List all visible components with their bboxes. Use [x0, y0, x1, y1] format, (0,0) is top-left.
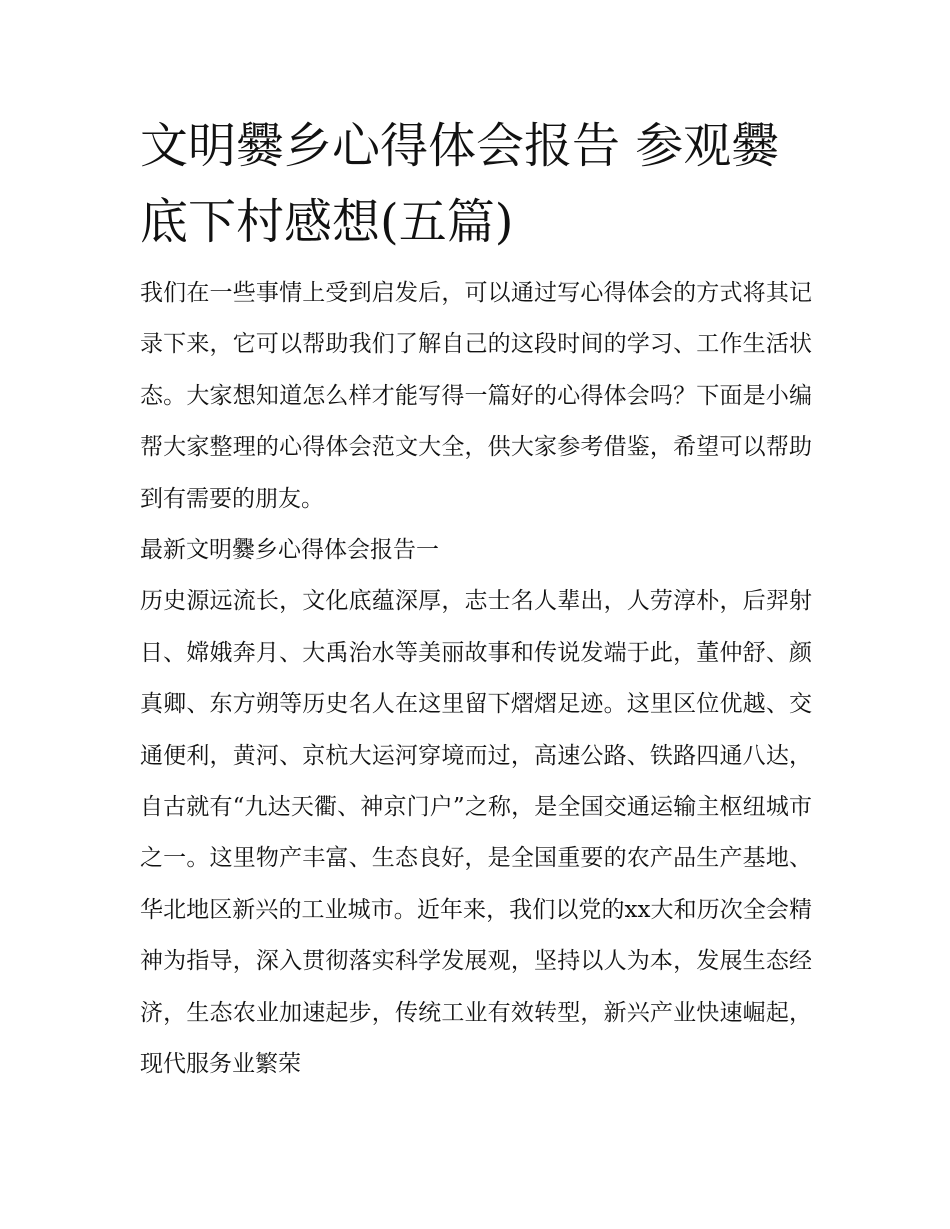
document-title: 文明爨乡心得体会报告 参观爨底下村感想(五篇) — [140, 118, 780, 250]
section-heading: 最新文明爨乡心得体会报告一 — [140, 537, 439, 564]
document-content — [140, 108, 812, 1091]
body-paragraph: 历史源远流长，文化底蕴深厚，志士名人辈出，人劳淳朴，后羿射日、嫦娥奔月、大禹治水等美丽故事和传说发端于此，董仲舒、颜真卿、东方朔等历史名人在这里留下熠熠足迹。这里区位优越、交通便利，黄河、京杭大运河穿境而过，高速公路、铁路四通八达，自古就有“九达天衢、神京门户”之称，是全国交通运输主枢纽城市之一。这里物产丰富、生态良好，是全国重要的农产品生产基地、华北地区新兴的工业城市。近年来，我们以党的xx大和历次全会精神为指导，深入贯彻落实科学发展观，坚持以人为本，发展生态经济，生态农业加速起步，传统工业有效转型，新兴产业快速崛起，现代服务业繁荣 — [140, 588, 812, 1078]
intro-paragraph: 我们在一些事情上受到启发后，可以通过写心得体会的方式将其记录下来，它可以帮助我们了解自己的这段时间的学习、工作生活状态。大家想知道怎么样才能写得一篇好的心得体会吗？下面是小编帮大家整理的心得体会范文大全，供大家参考借鉴，希望可以帮助到有需要的朋友。 — [140, 280, 812, 512]
